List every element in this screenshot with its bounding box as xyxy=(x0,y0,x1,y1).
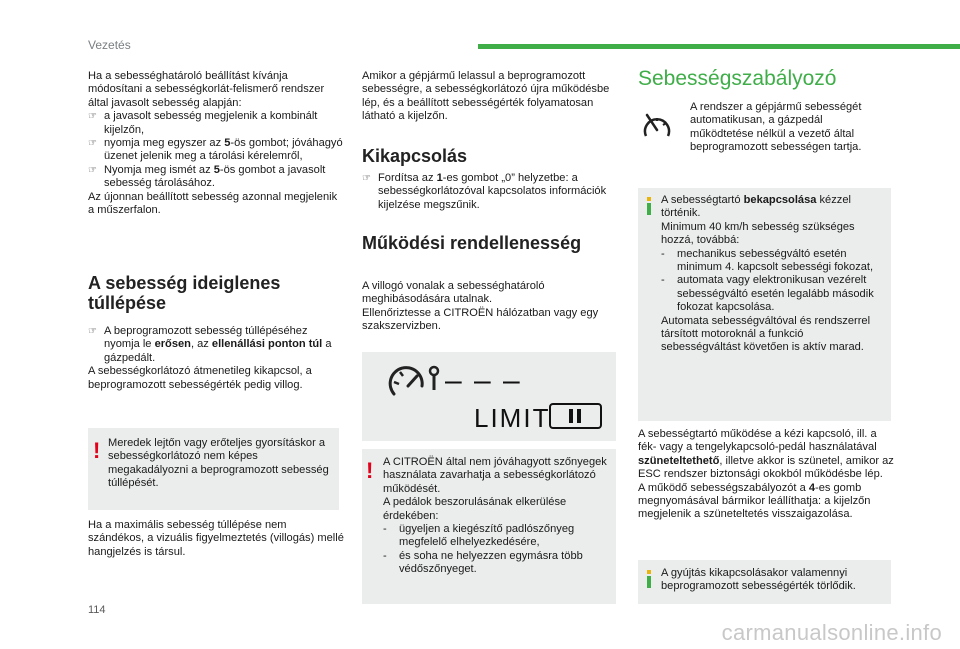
warning-exclamation-icon: ! xyxy=(93,438,101,463)
page-number: 114 xyxy=(88,604,106,616)
intro-text: Ha a sebességhatároló beállítást kívánja módosítani a sebességkorlát-felismerő rendszer által javasolt sebesség alapján: xyxy=(88,70,325,109)
list-item: ☞ Fordítsa az 1-es gombot „0” helyzetbe: a sebességkorlátozóval kapcsolatos információk kijelzése megszűnik. xyxy=(362,172,607,211)
list-item: ☞ a javasolt sebesség megjelenik a kombinált kijelzőn, xyxy=(88,110,318,136)
body-text: Ha a maximális sebesség túllépése nem szándékos, a vizuális figyelmeztetés (villogás) mellé hangjelzés is társul. xyxy=(88,519,344,558)
arrow-bullet-icon: ☞ xyxy=(88,164,97,176)
pause-icon xyxy=(569,409,573,423)
watermark: carmanualsonline.info xyxy=(721,620,942,645)
list-item: ☞ A beprogramozott sebesség túllépéséhez nyomja le erősen, az ellenállási ponton túl a gázpedált. xyxy=(88,325,332,364)
section-title: Vezetés xyxy=(88,38,131,52)
arrow-bullet-icon: ☞ xyxy=(362,173,371,184)
intro-text: A rendszer a gépjármű sebességét automatikusan, a gázpedál működtetése nélkül a vezető által beprogramozott sebességen tartja. xyxy=(690,101,862,154)
body-text: Amikor a gépjármű lelassul a beprogramozott sebességre, a sebességkorlátozó újra működésbe lép, és a beállított sebességérték folyamatosan látható a kijelzőn. xyxy=(362,70,610,123)
outro-text: Az újonnan beállított sebesség azonnal megjelenik a műszerfalon. xyxy=(88,190,338,217)
speed-dashes: – – – xyxy=(445,364,522,397)
warning-text: Meredek lejtőn vagy erőteljes gyorsításkor a sebességkorlátozó nem képes megakadályozni a beprogramozott sebesség túllépését. xyxy=(108,437,329,490)
warning-exclamation-icon: ! xyxy=(366,458,374,483)
info-icon xyxy=(646,197,653,215)
arrow-bullet-icon: ☞ xyxy=(88,111,97,123)
body-text: A sebességkorlátozó átmenetileg kikapcsol, a beprogramozott sebességérték pedig villog. xyxy=(88,365,312,391)
arrow-bullet-icon: ☞ xyxy=(88,138,97,150)
heading-malfunction: Működési rendellenesség xyxy=(362,233,582,253)
malfunction-text: A villogó vonalak a sebességhatároló meghibásodására utalnak. Ellenőriztesse a CITROËN hálózatban vagy egy szakszervizben. xyxy=(362,280,599,333)
info-icon xyxy=(646,570,653,588)
cruise-control-text: A sebességtartó működése a kézi kapcsoló, ill. a fék- vagy a tengelykapcsoló-pedál használatával szüneteltethető, illetve akkor is szünetel, amikor az ESC rendszer biztonsági okokból működésbe lép. A működő sebességszabályozót a 4-es gomb megnyomásával bármikor leállíthatja: a kijelzőn megjelenik a szüneteltetés visszaigazolása. xyxy=(638,428,894,521)
heading-temporary-overrun: A sebesség ideiglenes túllépése xyxy=(88,273,281,313)
list-item: ☞ nyomja meg egyszer az 5-ös gombot; jóváhagyó üzenet jelenik meg a tárolási kérelemről, xyxy=(88,137,343,163)
info-text: A sebességtartó bekapcsolása kézzel történik. Minimum 40 km/h sebesség szükséges hozzá, továbbá: - mechanikus sebességváltó esetén minimum 4. kapcsolt sebességi fokozat, - automata vagy elektronikusan vezérelt sebességváltó esetén legalább második fokozat kapcsolása. Automata sebességváltóval és rendszerrel társított motoroknál a funkció sebességváltást követően is aktív marad. xyxy=(661,194,874,354)
heading-cruise-control: Sebességszabályozó xyxy=(638,67,837,90)
column-1-lower xyxy=(88,325,344,392)
info-text: A gyújtás kikapcsolásakor valamennyi beprogramozott sebességérték törlődik. xyxy=(661,567,856,593)
limit-label: LIMIT xyxy=(474,403,551,433)
heading-switch-off: Kikapcsolás xyxy=(362,146,468,166)
warning-text: A CITROËN által nem jóváhagyott szőnyegek használata zavarhatja a sebességkorlátozó működését. A pedálok beszorulásának elkerülése érdekében: - ügyeljen a kiegészítő padlószőnyeg megfelelő elhelyezkedésére, - és soha ne helyezzen egymásra több védőszőnyeget. xyxy=(383,456,607,576)
arrow-bullet-icon: ☞ xyxy=(88,326,97,337)
cruise-control-gauge-icon xyxy=(640,110,674,140)
section-accent-bar xyxy=(478,44,960,49)
pause-indicator xyxy=(549,403,602,429)
list-item: ☞ Nyomja meg ismét az 5-ös gombot a javasolt sebesség tárolásához. xyxy=(88,163,326,190)
column-1 xyxy=(88,70,344,217)
